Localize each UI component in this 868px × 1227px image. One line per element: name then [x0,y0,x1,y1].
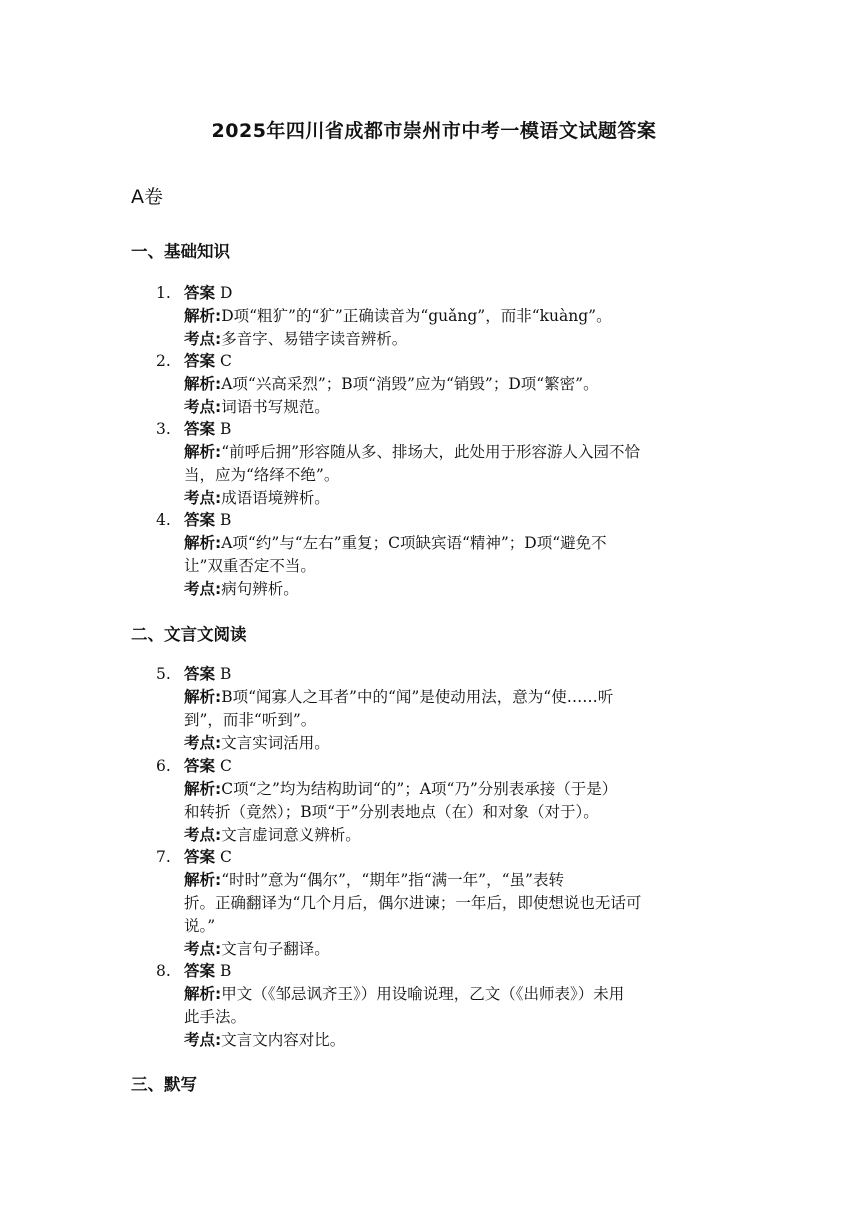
analysis-text: A项“兴高采烈”；B项“消毁”应为“销毁”；D项“繁密”。 [221,375,599,393]
answer-value: C [219,848,232,866]
question-body [184,960,736,1052]
question-number: 2. [156,352,171,370]
analysis-label: 解析: [184,985,222,1003]
analysis-text: C项“之”均为结构助词“的”；A项“乃”分别表承接（于是） [221,780,618,798]
question-body [184,350,736,419]
question-number: 7. [156,848,171,866]
analysis-label: 解析: [184,534,222,552]
analysis-label: 解析: [184,307,222,325]
analysis-label: 解析: [184,443,222,461]
analysis-label: 解析: [184,871,222,889]
question-number: 5. [156,665,171,683]
question-body [184,509,736,601]
point-text: 病句辨析。 [221,580,299,598]
point-label: 考点: [184,489,222,507]
answer-label: 答案 [184,962,216,980]
analysis-text-continued: 当，应为“络绎不绝”。 [184,466,340,484]
question-body [184,846,736,961]
question-number: 1. [156,284,171,302]
answer-value: B [219,962,232,980]
question-body [184,755,736,847]
answer-value: B [219,420,232,438]
document-title: 2025年四川省成都市崇州市中考一模语文试题答案 [211,120,657,142]
answer-value: C [219,352,232,370]
analysis-text: B项“闻寡人之耳者”中的“闻”是使动用法，意为“使……听 [221,688,614,706]
analysis-text-continued: 说。” [184,917,216,935]
answer-label: 答案 [184,848,216,866]
analysis-text-continued: 此手法。 [184,1008,247,1026]
analysis-text-continued: 折。正确翻译为“几个月后，偶尔进谏；一年后，即使想说也无话可 [184,894,642,912]
part-heading: A卷 [131,186,163,208]
analysis-text: “时时”意为“偶尔”，“期年”指“满一年”，“虽”表转 [221,871,564,889]
question-body [184,663,736,755]
section-heading: 一、基础知识 [131,242,230,261]
point-text: 文言实词活用。 [221,734,330,752]
question-body [184,418,736,510]
question-number: 6. [156,757,171,775]
analysis-label: 解析: [184,780,222,798]
point-label: 考点: [184,734,222,752]
point-text: 文言文内容对比。 [221,1031,346,1049]
point-text: 文言虚词意义辨析。 [221,826,361,844]
analysis-label: 解析: [184,375,222,393]
question-body [184,282,736,351]
point-label: 考点: [184,940,222,958]
section-heading: 二、文言文阅读 [131,625,247,644]
point-label: 考点: [184,826,222,844]
point-label: 考点: [184,580,222,598]
analysis-label: 解析: [184,688,222,706]
analysis-text: “前呼后拥”形容随从多、排场大，此处用于形容游人入园不恰 [221,443,641,461]
point-text: 文言句子翻译。 [221,940,330,958]
section-heading: 三、默写 [131,1075,197,1094]
answer-value: B [219,511,232,529]
answer-label: 答案 [184,284,216,302]
answer-label: 答案 [184,665,216,683]
point-text: 词语书写规范。 [221,398,330,416]
answer-label: 答案 [184,511,216,529]
analysis-text: A项“约”与“左右”重复；C项缺宾语“精神”；D项“避免不 [221,534,607,552]
point-label: 考点: [184,1031,222,1049]
point-label: 考点: [184,398,222,416]
analysis-text: 甲文（《邹忌讽齐王》）用设喻说理，乙文（《出师表》）未用 [221,985,625,1003]
answer-label: 答案 [184,420,216,438]
answer-value: B [219,665,232,683]
point-text: 多音字、易错字读音辨析。 [221,330,408,348]
answer-label: 答案 [184,757,216,775]
analysis-text-continued: 到”，而非“听到”。 [184,711,317,729]
point-label: 考点: [184,330,222,348]
question-number: 3. [156,420,171,438]
analysis-text-continued: 让”双重否定不当。 [184,557,316,575]
question-number: 8. [156,962,171,980]
answer-value: D [219,284,233,302]
question-number: 4. [156,511,171,529]
answer-label: 答案 [184,352,216,370]
point-text: 成语语境辨析。 [221,489,330,507]
answer-value: C [219,757,232,775]
analysis-text-continued: 和转折（竟然）；B项“于”分别表地点（在）和对象（对于）。 [184,803,599,821]
analysis-text: D项“粗犷”的“犷”正确读音为“guǎng”，而非“kuàng”。 [221,307,612,325]
